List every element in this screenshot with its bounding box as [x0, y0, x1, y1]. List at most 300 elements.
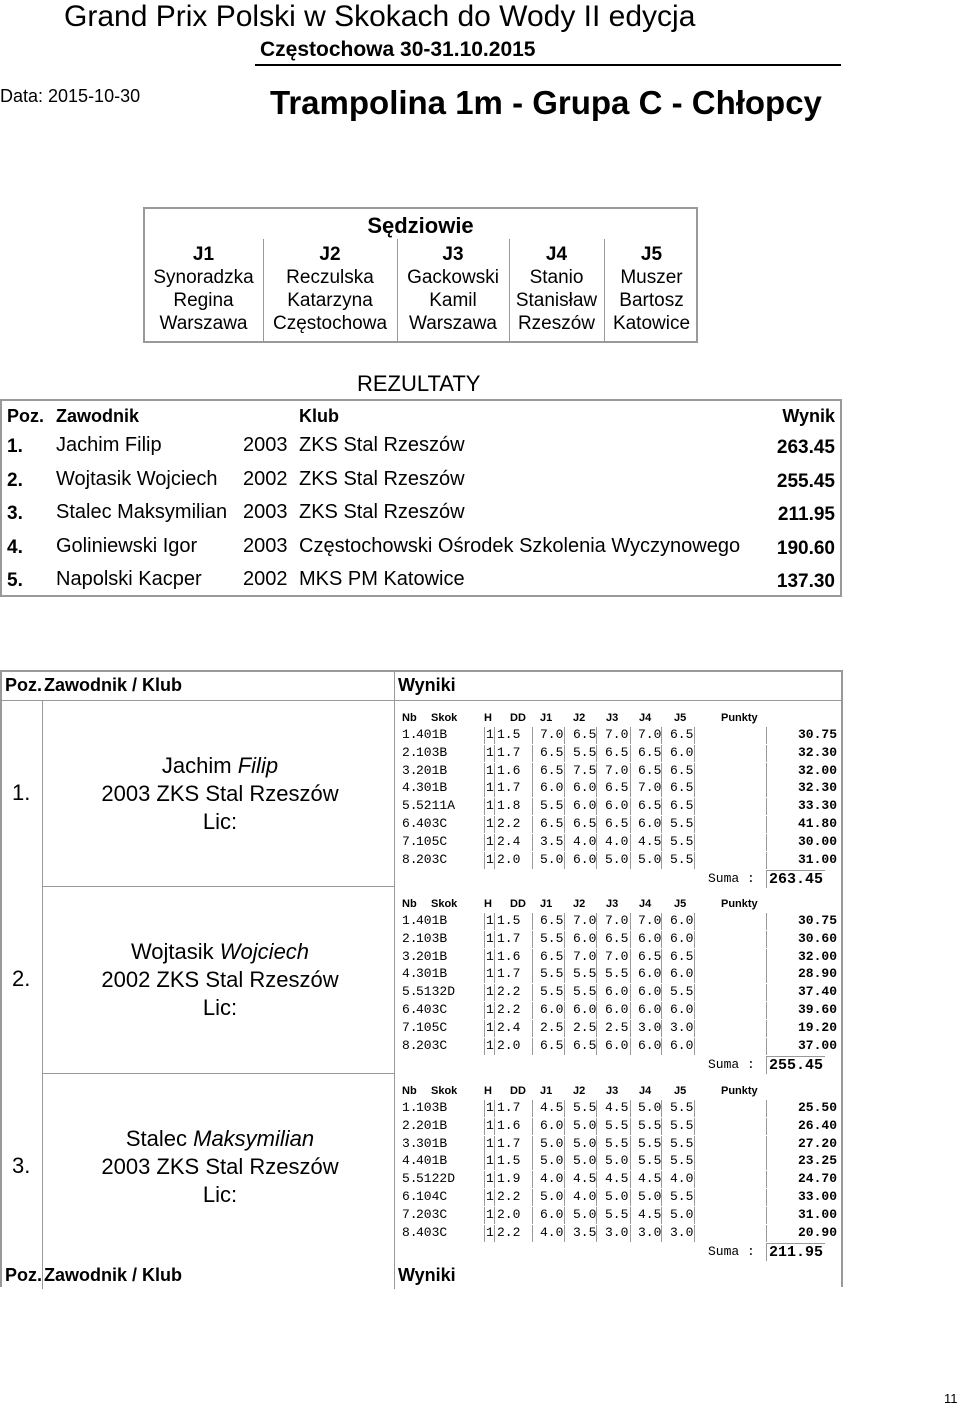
dive-number: 6. [402, 1189, 418, 1204]
judge-score: 3.5 [540, 833, 564, 849]
dive-height: 1 [486, 930, 494, 946]
dive-height: 1 [486, 780, 494, 796]
dive-points: 37.00 [797, 1037, 837, 1053]
dive-row [398, 965, 841, 983]
cell-border [661, 949, 662, 966]
cell-border [766, 931, 767, 948]
dive-points: 25.50 [797, 1100, 837, 1115]
judge-firstname: Regina [173, 290, 234, 311]
cell-border [564, 1225, 565, 1242]
dive-row [398, 1152, 841, 1170]
detail-footer-col-results: Wyniki [398, 1265, 456, 1285]
judge-score: 6.0 [638, 930, 662, 946]
cell-border [630, 1038, 631, 1055]
birth-year: 2003 [243, 501, 288, 523]
cell-border [484, 816, 485, 833]
dive-difficulty: 2.4 [497, 1019, 521, 1035]
cell-border [494, 1153, 495, 1170]
col-header-athlete: Zawodnik [56, 406, 140, 426]
cell-border [494, 1207, 495, 1224]
cell-border [694, 816, 695, 833]
cell-border [532, 834, 533, 851]
cell-border [596, 1020, 597, 1037]
judge-score: 5.5 [573, 966, 597, 982]
dive-points: 30.75 [797, 913, 837, 928]
judge-score: 6.0 [638, 816, 662, 831]
athlete-position: 2. [12, 966, 31, 991]
judge-city: Częstochowa [272, 313, 388, 334]
dive-difficulty: 1.7 [497, 744, 521, 760]
club-name: ZKS Stal Rzeszów [299, 467, 465, 490]
cell-border [661, 745, 662, 762]
athlete-info [46, 1125, 394, 1209]
dive-points: 37.40 [797, 984, 837, 1000]
cell-border [694, 966, 695, 983]
cell-border [630, 1171, 631, 1188]
dive-height: 1 [486, 1171, 494, 1187]
dive-header-cell: DD [510, 1085, 526, 1097]
cell-border [532, 727, 533, 744]
dive-difficulty: 2.2 [497, 816, 521, 831]
dive-points: 20.90 [797, 1224, 837, 1240]
dive-code: 203C [416, 851, 448, 867]
cell-border [630, 852, 631, 869]
judge-score: 6.0 [540, 1002, 564, 1017]
judge-score: 5.5 [540, 930, 564, 946]
cell-border [564, 984, 565, 1001]
total-score: 211.95 [766, 1243, 825, 1261]
judges-heading: Sędziowie [367, 213, 474, 238]
dive-row [398, 797, 841, 815]
judge-score: 6.5 [605, 816, 629, 831]
judge-score: 5.5 [605, 1206, 629, 1222]
dive-header-cell: Punkty [721, 1085, 758, 1097]
dive-header-cell: J4 [639, 1085, 652, 1097]
dive-header-cell: DD [510, 712, 526, 724]
cell-border [532, 949, 533, 966]
athlete-name: Wojtasik Wojciech [56, 467, 218, 490]
cell-border [484, 1189, 485, 1206]
judge-score: 5.5 [670, 1117, 694, 1133]
cell-border [532, 798, 533, 815]
cell-border [596, 780, 597, 797]
judge-score: 6.0 [638, 1002, 662, 1017]
dive-height: 1 [486, 1224, 494, 1240]
judges-panel [143, 207, 698, 343]
col-header-club: Klub [299, 406, 339, 426]
dive-header-cell: J3 [606, 712, 619, 724]
judge-score: 4.5 [605, 1100, 629, 1115]
dive-difficulty: 2.2 [497, 1002, 521, 1017]
cell-border [494, 852, 495, 869]
cell-border [484, 727, 485, 744]
cell-border [484, 745, 485, 762]
judge-score: 4.0 [573, 1189, 597, 1204]
cell-border [564, 727, 565, 744]
cell-border [661, 1207, 662, 1224]
dive-difficulty: 1.7 [497, 1135, 521, 1151]
cell-border [630, 1189, 631, 1206]
cell-border [694, 1153, 695, 1170]
document-subtitle: Częstochowa 30-31.10.2015 [260, 38, 536, 61]
judge-score: 7.0 [540, 727, 564, 742]
dive-header-cell: J2 [573, 898, 586, 910]
dive-code: 104C [416, 1189, 448, 1204]
cell-border [596, 798, 597, 815]
total-label: Suma : [708, 1244, 755, 1260]
dive-code: 103B [416, 1100, 448, 1115]
dive-height: 1 [486, 762, 494, 778]
judge-score: 6.0 [638, 966, 662, 982]
judge-column-divider [397, 239, 398, 343]
cell-border [661, 1020, 662, 1037]
detail-col-pos: Poz. [5, 675, 43, 695]
dive-code: 201B [416, 762, 448, 778]
dive-number: 5. [402, 798, 418, 814]
cell-border [630, 1225, 631, 1242]
event-title: Trampolina 1m - Grupa C - Chłopcy [270, 84, 822, 121]
dive-code: 401B [416, 913, 448, 928]
cell-border [661, 1118, 662, 1135]
dive-row [398, 851, 841, 869]
cell-border [596, 1225, 597, 1242]
cell-border [766, 745, 767, 762]
judge-score: 6.5 [638, 744, 662, 760]
cell-border [564, 1002, 565, 1019]
judge-surname: Muszer [620, 267, 683, 288]
results-row [2, 566, 840, 599]
birth-year: 2003 [243, 434, 288, 456]
cell-border [766, 1100, 767, 1117]
judge-score: 3.0 [670, 1019, 694, 1035]
judge-score: 6.5 [540, 948, 564, 964]
cell-border [494, 966, 495, 983]
cell-border [484, 1153, 485, 1170]
cell-border [596, 745, 597, 762]
dive-points: 32.00 [797, 948, 837, 964]
judge-score: 5.5 [670, 984, 694, 1000]
dive-row [398, 930, 841, 948]
cell-border [596, 931, 597, 948]
results-heading: REZULTATY [357, 371, 481, 396]
dive-points: 23.25 [797, 1153, 837, 1169]
athlete-divider [42, 886, 394, 887]
judge-code: J3 [442, 244, 464, 265]
result-score: 263.45 [776, 437, 835, 458]
athlete-surname: Stalec [125, 1126, 187, 1151]
cell-border [484, 984, 485, 1001]
cell-border [766, 1118, 767, 1135]
judge-score: 6.5 [638, 798, 662, 814]
dive-header-cell: J5 [674, 1085, 687, 1097]
judge-score: 6.0 [573, 780, 597, 796]
athlete-divider [42, 1073, 394, 1074]
header-divider [255, 64, 841, 66]
cell-border [694, 913, 695, 930]
dive-header-cell: H [484, 712, 492, 724]
athlete-license-label: Lic: [202, 1182, 238, 1207]
athlete-year-club: 2003 ZKS Stal Rzeszów [101, 781, 339, 806]
judge-score: 6.5 [540, 1037, 564, 1053]
judge-score: 5.5 [670, 851, 694, 867]
athlete-name: Stalec Maksymilian [56, 501, 228, 523]
judge-score: 4.0 [573, 833, 597, 849]
dive-points: 24.70 [797, 1171, 837, 1187]
dive-number: 4. [402, 966, 418, 982]
cell-border [694, 1171, 695, 1188]
judge-city: Rzeszów [517, 313, 596, 334]
judge-score: 5.5 [638, 1135, 662, 1151]
dive-code: 201B [416, 1117, 448, 1133]
dive-header-cell: H [484, 1085, 492, 1097]
dive-number: 4. [402, 780, 418, 796]
athlete-info [46, 938, 394, 1022]
result-position: 5. [7, 570, 23, 591]
judge-score: 5.5 [638, 1117, 662, 1133]
cell-border [661, 1002, 662, 1019]
cell-border [484, 798, 485, 815]
dive-row [398, 833, 841, 851]
dive-height: 1 [486, 1117, 494, 1133]
dive-header-cell: Nb [402, 712, 417, 724]
cell-border [630, 816, 631, 833]
cell-border [564, 745, 565, 762]
cell-border [484, 949, 485, 966]
athlete-name-line [46, 938, 394, 966]
dive-header-cell: J3 [606, 898, 619, 910]
dive-difficulty: 1.5 [497, 727, 521, 742]
judge-city: Katowice [612, 313, 691, 334]
detail-footer-col-pos: Poz. [5, 1265, 43, 1285]
judge-score: 5.5 [670, 1135, 694, 1151]
judge-score: 5.0 [638, 851, 662, 867]
birth-year: 2003 [243, 534, 288, 557]
judge-score: 6.0 [573, 851, 597, 867]
total-label: Suma : [708, 1057, 755, 1073]
dive-difficulty: 1.9 [497, 1171, 521, 1187]
date-label: Data: 2015-10-30 [0, 86, 141, 106]
cell-border [532, 1038, 533, 1055]
results-row [2, 432, 840, 465]
dive-header-cell: J1 [540, 1085, 553, 1097]
judge-score: 6.0 [573, 930, 597, 946]
judge-score: 4.5 [638, 1206, 662, 1222]
athlete-firstname: Maksymilian [193, 1126, 315, 1151]
dive-code: 403C [416, 1224, 448, 1240]
judge-score: 6.0 [605, 798, 629, 814]
club-name: Częstochowski Ośrodek Szkolenia Wyczynowego [299, 534, 741, 557]
dive-code: 401B [416, 727, 448, 742]
athlete-firstname: Filip [237, 753, 279, 778]
cell-border [564, 913, 565, 930]
cell-border [596, 984, 597, 1001]
dive-number: 1. [402, 727, 418, 742]
cell-border [484, 966, 485, 983]
dive-number: 2. [402, 1117, 418, 1133]
cell-border [494, 1020, 495, 1037]
cell-border [532, 1189, 533, 1206]
results-row [2, 466, 840, 499]
cell-border [564, 1118, 565, 1135]
dive-row [398, 1188, 841, 1206]
athlete-year-club: 2002 ZKS Stal Rzeszów [101, 967, 339, 992]
cell-border [661, 727, 662, 744]
dive-points: 32.30 [797, 780, 837, 796]
judge-score: 7.0 [573, 913, 597, 928]
judge-score: 5.0 [540, 1135, 564, 1151]
cell-border [596, 1153, 597, 1170]
result-score: 211.95 [777, 504, 835, 525]
judge-score: 5.5 [540, 984, 564, 1000]
dive-row [398, 1001, 841, 1019]
dive-difficulty: 2.0 [497, 1206, 521, 1222]
dive-difficulty: 1.7 [497, 780, 521, 796]
dive-header-cell: J3 [606, 1085, 619, 1097]
detail-header-divider [2, 700, 843, 701]
cell-border [630, 1136, 631, 1153]
judge-surname: Gackowski [407, 267, 499, 288]
judge-score: 3.0 [670, 1224, 694, 1240]
judge-code: J4 [545, 244, 568, 265]
cell-border [766, 1171, 767, 1188]
athlete-firstname: Wojciech [219, 939, 310, 964]
cell-border [630, 1020, 631, 1037]
judge-score: 7.0 [605, 762, 629, 778]
cell-border [494, 931, 495, 948]
result-position: 3. [7, 503, 23, 524]
cell-border [532, 1136, 533, 1153]
judge-city: Warszawa [159, 313, 248, 334]
cell-border [661, 931, 662, 948]
dive-header-cell: Punkty [721, 898, 758, 910]
cell-border [564, 763, 565, 780]
athlete-name-line [46, 1125, 394, 1153]
cell-border [630, 1002, 631, 1019]
cell-border [494, 1100, 495, 1117]
dive-points: 30.00 [797, 833, 837, 849]
cell-border [694, 780, 695, 797]
judge-score: 6.5 [605, 744, 629, 760]
cell-border [532, 931, 533, 948]
dive-header-cell: Skok [431, 1085, 458, 1097]
dive-number: 8. [402, 1224, 418, 1240]
dive-row [398, 1206, 841, 1224]
dive-header-cell: J2 [573, 1085, 586, 1097]
dive-number: 3. [402, 762, 418, 778]
detail-col-athlete-club: Zawodnik / Klub [44, 675, 182, 695]
cell-border [630, 966, 631, 983]
judge-score: 5.5 [670, 816, 694, 831]
dive-difficulty: 1.5 [497, 913, 521, 928]
cell-border [596, 1118, 597, 1135]
judge-surname: Stanio [529, 267, 584, 288]
dive-number: 2. [402, 930, 418, 946]
cell-border [532, 913, 533, 930]
judge-score: 6.0 [605, 1037, 629, 1053]
judge-score: 6.0 [605, 1002, 629, 1017]
cell-border [484, 1207, 485, 1224]
cell-border [494, 913, 495, 930]
cell-border [532, 1171, 533, 1188]
dive-row [398, 815, 841, 833]
cell-border [630, 913, 631, 930]
judge-firstname: Kamil [429, 290, 477, 311]
dive-row [398, 1099, 841, 1117]
judge-score: 5.5 [540, 966, 564, 982]
cell-border [596, 852, 597, 869]
dive-height: 1 [486, 744, 494, 760]
judge-score: 6.0 [670, 930, 694, 946]
detail-footer-col-athlete-club: Zawodnik / Klub [44, 1265, 182, 1285]
cell-border [661, 1153, 662, 1170]
cell-border [494, 1189, 495, 1206]
judge-score: 2.5 [573, 1019, 597, 1035]
dive-height: 1 [486, 948, 494, 964]
cell-border [694, 1118, 695, 1135]
dive-code: 105C [416, 833, 448, 849]
cell-border [661, 966, 662, 983]
dive-row [398, 1224, 841, 1242]
dive-points: 19.20 [797, 1019, 837, 1035]
judge-score: 7.5 [573, 762, 597, 778]
cell-border [766, 727, 767, 744]
cell-border [564, 1153, 565, 1170]
dive-code: 5132D [416, 984, 456, 1000]
dive-difficulty: 1.7 [497, 930, 521, 946]
birth-year: 2002 [243, 467, 288, 490]
cell-border [630, 931, 631, 948]
cell-border [532, 1002, 533, 1019]
dive-height: 1 [486, 1135, 494, 1151]
judge-score: 5.0 [573, 1153, 597, 1169]
judge-city: Warszawa [409, 313, 497, 334]
judge-score: 5.5 [670, 1100, 694, 1115]
judge-score: 6.5 [540, 913, 564, 928]
cell-border [494, 1038, 495, 1055]
cell-border [494, 798, 495, 815]
cell-border [484, 913, 485, 930]
page-number: 11 [944, 1391, 958, 1406]
cell-border [484, 1171, 485, 1188]
dive-points: 32.00 [797, 762, 837, 778]
dive-header-cell: Nb [402, 898, 417, 910]
results-table [0, 399, 842, 597]
judge-score: 4.5 [638, 833, 662, 849]
cell-border [630, 1100, 631, 1117]
cell-border [484, 780, 485, 797]
dive-row [398, 762, 841, 780]
dive-difficulty: 2.2 [497, 1224, 521, 1240]
cell-border [630, 949, 631, 966]
dive-points: 27.20 [797, 1135, 837, 1151]
cell-border [564, 1020, 565, 1037]
judge-score: 6.0 [540, 780, 564, 796]
cell-border [532, 1118, 533, 1135]
dive-header-cell: J1 [540, 712, 553, 724]
cell-border [630, 1207, 631, 1224]
judge-score: 6.5 [670, 762, 694, 778]
cell-border [484, 852, 485, 869]
dive-code: 403C [416, 1002, 448, 1017]
judge-score: 6.5 [605, 930, 629, 946]
dive-header-cell: Nb [402, 1085, 417, 1097]
judge-score: 6.0 [670, 1037, 694, 1053]
cell-border [766, 780, 767, 797]
dive-header-cell: J5 [674, 712, 687, 724]
judge-score: 7.0 [605, 948, 629, 964]
judge-score: 3.0 [605, 1224, 629, 1240]
cell-border [661, 834, 662, 851]
